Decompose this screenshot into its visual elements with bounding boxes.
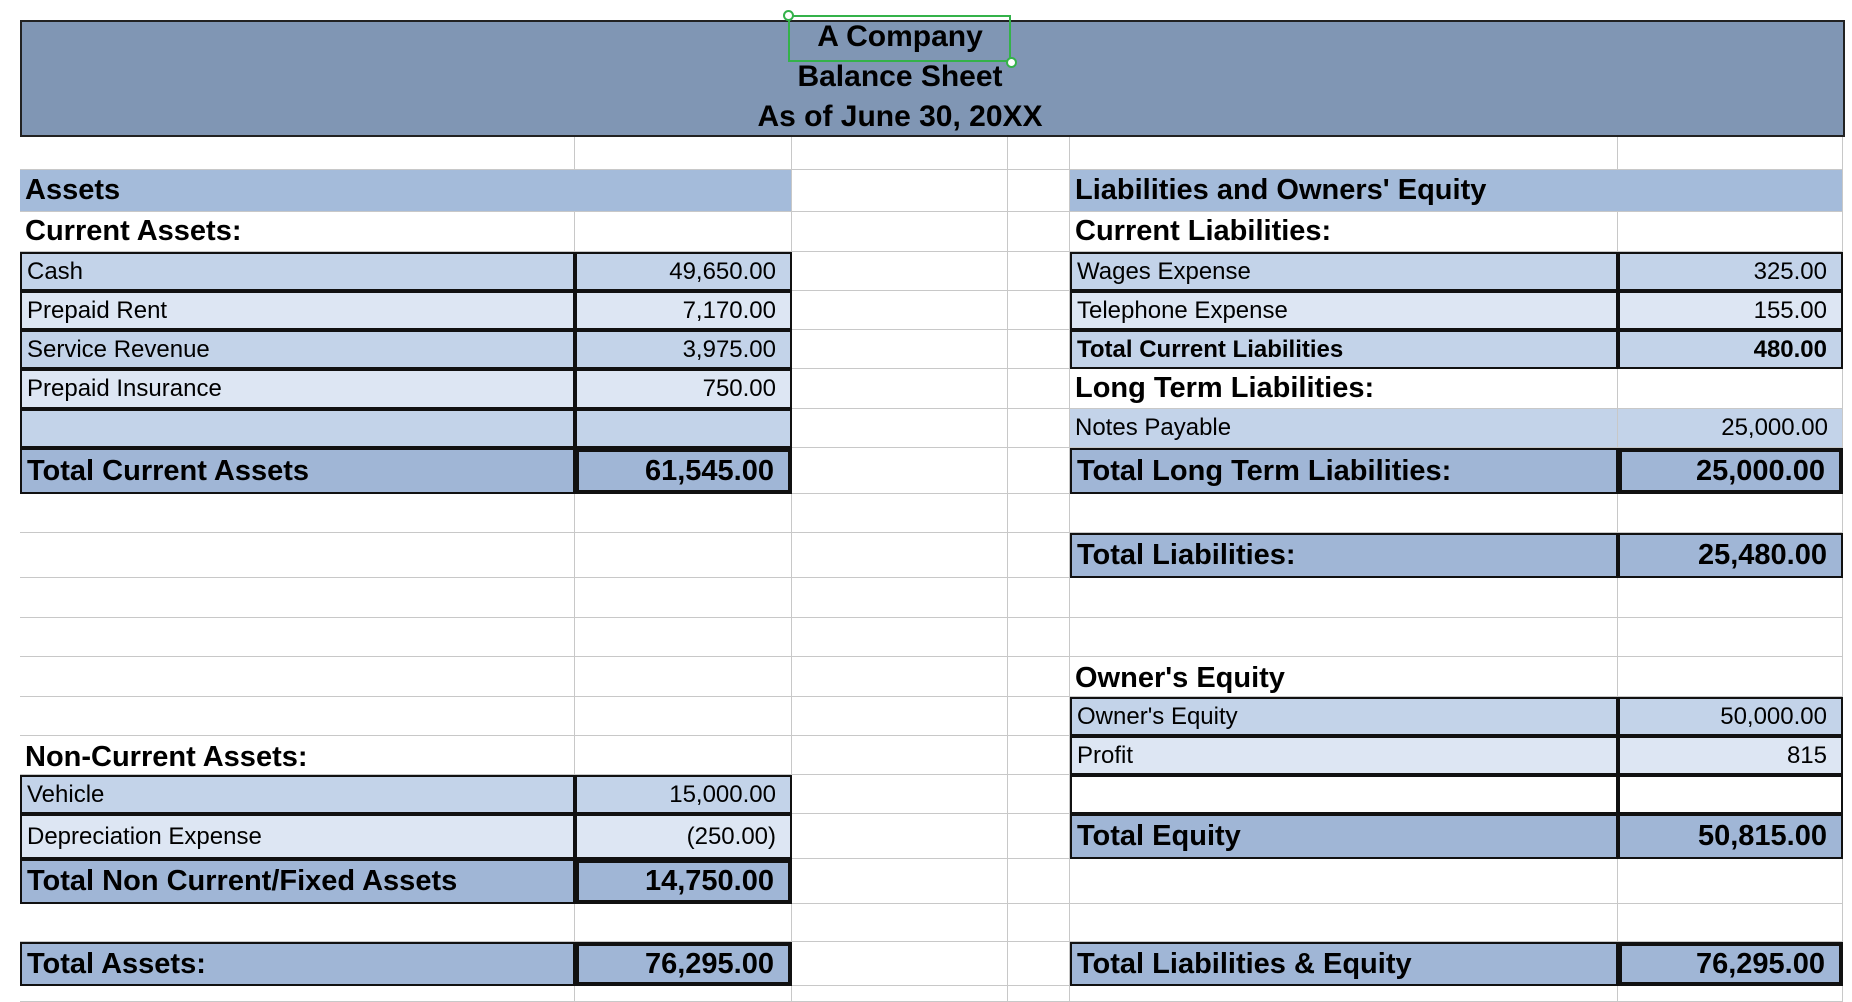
empty-cell[interactable] <box>792 448 1008 494</box>
empty-cell[interactable] <box>792 494 1008 533</box>
empty-cell[interactable] <box>575 578 792 618</box>
empty-cell[interactable] <box>1008 212 1070 252</box>
empty-cell[interactable] <box>575 618 792 657</box>
equity-label-owners-equity[interactable]: Owner's Equity <box>1070 697 1618 736</box>
empty-cell[interactable] <box>575 657 792 697</box>
selection-handle-bottom-right[interactable] <box>1006 57 1017 68</box>
total-current-assets-label[interactable]: Total Current Assets <box>20 448 575 494</box>
empty-cell[interactable] <box>1070 137 1618 170</box>
cell-selection[interactable] <box>788 15 1011 62</box>
empty-cell[interactable] <box>1008 736 1070 775</box>
long-term-liabilities-header[interactable]: Long Term Liabilities: <box>1070 369 1618 409</box>
company-name[interactable]: A Company <box>817 20 983 53</box>
equity-label-profit[interactable]: Profit <box>1070 736 1618 775</box>
empty-cell[interactable] <box>575 494 792 533</box>
empty-cell[interactable] <box>1070 618 1618 657</box>
empty-cell[interactable] <box>792 657 1008 697</box>
total-equity-value[interactable]: 50,815.00 <box>1618 814 1843 859</box>
asset-value-prepaid-rent[interactable]: 7,170.00 <box>575 291 792 330</box>
empty-cell[interactable] <box>1008 409 1070 448</box>
empty-cell[interactable] <box>792 252 1008 291</box>
empty-cell[interactable] <box>1618 859 1843 904</box>
total-assets-label[interactable]: Total Assets: <box>20 942 575 986</box>
total-liabilities-equity-value[interactable]: 76,295.00 <box>1618 942 1843 986</box>
empty-cell[interactable] <box>792 533 1008 578</box>
total-current-liabilities-value[interactable]: 480.00 <box>1618 330 1843 369</box>
empty-cell[interactable] <box>1008 657 1070 697</box>
empty-cell[interactable] <box>575 697 792 736</box>
empty-cell[interactable] <box>575 409 792 448</box>
empty-cell[interactable] <box>792 942 1008 986</box>
empty-cell[interactable] <box>792 212 1008 252</box>
empty-cell[interactable] <box>792 859 1008 904</box>
empty-cell[interactable] <box>792 330 1008 369</box>
empty-cell[interactable] <box>20 533 575 578</box>
asset-label-depreciation[interactable]: Depreciation Expense <box>20 814 575 859</box>
asset-label-cash[interactable]: Cash <box>20 252 575 291</box>
empty-cell[interactable] <box>20 578 575 618</box>
total-current-liabilities-label[interactable]: Total Current Liabilities <box>1070 330 1618 369</box>
asset-value-service-revenue[interactable]: 3,975.00 <box>575 330 792 369</box>
total-current-assets-value[interactable]: 61,545.00 <box>575 448 792 494</box>
total-non-current-assets-label[interactable]: Total Non Current/Fixed Assets <box>20 859 575 904</box>
liability-label-notes-payable[interactable]: Notes Payable <box>1070 409 1618 448</box>
empty-cell[interactable] <box>1070 859 1618 904</box>
current-assets-header[interactable]: Current Assets: <box>20 212 575 252</box>
empty-cell[interactable] <box>20 618 575 657</box>
assets-header[interactable]: Assets <box>20 170 792 212</box>
empty-cell[interactable] <box>792 618 1008 657</box>
empty-cell[interactable] <box>1070 578 1618 618</box>
empty-cell[interactable] <box>1008 942 1070 986</box>
asset-label-prepaid-rent[interactable]: Prepaid Rent <box>20 291 575 330</box>
asset-label-service-revenue[interactable]: Service Revenue <box>20 330 575 369</box>
empty-cell[interactable] <box>792 291 1008 330</box>
total-long-term-liabilities-label[interactable]: Total Long Term Liabilities: <box>1070 448 1618 494</box>
empty-cell[interactable] <box>20 986 575 1002</box>
asset-label-vehicle[interactable]: Vehicle <box>20 775 575 814</box>
empty-cell[interactable] <box>792 170 1008 212</box>
empty-cell[interactable] <box>575 212 792 252</box>
empty-cell[interactable] <box>575 986 792 1002</box>
empty-cell[interactable] <box>20 137 575 170</box>
empty-cell[interactable] <box>792 814 1008 859</box>
liability-value-notes-payable[interactable]: 25,000.00 <box>1618 409 1843 448</box>
empty-cell[interactable] <box>1618 618 1843 657</box>
empty-cell[interactable] <box>1618 775 1843 814</box>
empty-cell[interactable] <box>1008 533 1070 578</box>
empty-cell[interactable] <box>792 369 1008 409</box>
empty-cell[interactable] <box>1618 369 1843 409</box>
empty-cell[interactable] <box>1008 578 1070 618</box>
empty-cell[interactable] <box>1618 578 1843 618</box>
empty-cell[interactable] <box>792 137 1008 170</box>
empty-cell[interactable] <box>20 697 575 736</box>
report-date[interactable]: As of June 30, 20XX <box>757 100 1043 133</box>
empty-cell[interactable] <box>1070 494 1618 533</box>
asset-value-cash[interactable]: 49,650.00 <box>575 252 792 291</box>
total-assets-value[interactable]: 76,295.00 <box>575 942 792 986</box>
empty-cell[interactable] <box>1008 137 1070 170</box>
empty-cell[interactable] <box>1618 494 1843 533</box>
empty-cell[interactable] <box>1070 904 1618 942</box>
non-current-assets-header[interactable]: Non-Current Assets: <box>20 736 575 775</box>
empty-cell[interactable] <box>1070 775 1618 814</box>
empty-cell[interactable] <box>575 137 792 170</box>
empty-cell[interactable] <box>1008 170 1070 212</box>
empty-cell[interactable] <box>20 494 575 533</box>
empty-cell[interactable] <box>1008 859 1070 904</box>
empty-cell[interactable] <box>575 736 792 775</box>
empty-cell[interactable] <box>1008 618 1070 657</box>
asset-value-depreciation[interactable]: (250.00) <box>575 814 792 859</box>
liability-label-wages[interactable]: Wages Expense <box>1070 252 1618 291</box>
empty-cell[interactable] <box>1008 369 1070 409</box>
report-title[interactable]: Balance Sheet <box>797 60 1003 93</box>
empty-cell[interactable] <box>1618 212 1843 252</box>
liability-value-telephone[interactable]: 155.00 <box>1618 291 1843 330</box>
asset-label-prepaid-insurance[interactable]: Prepaid Insurance <box>20 369 575 409</box>
total-liabilities-label[interactable]: Total Liabilities: <box>1070 533 1618 578</box>
empty-cell[interactable] <box>792 904 1008 942</box>
current-liabilities-header[interactable]: Current Liabilities: <box>1070 212 1618 252</box>
total-equity-label[interactable]: Total Equity <box>1070 814 1618 859</box>
asset-value-vehicle[interactable]: 15,000.00 <box>575 775 792 814</box>
total-non-current-assets-value[interactable]: 14,750.00 <box>575 859 792 904</box>
empty-cell[interactable] <box>20 657 575 697</box>
empty-cell[interactable] <box>1008 904 1070 942</box>
empty-cell[interactable] <box>792 697 1008 736</box>
total-long-term-liabilities-value[interactable]: 25,000.00 <box>1618 448 1843 494</box>
empty-cell[interactable] <box>792 578 1008 618</box>
liabilities-equity-header[interactable]: Liabilities and Owners' Equity <box>1070 170 1843 212</box>
empty-cell[interactable] <box>1008 494 1070 533</box>
empty-cell[interactable] <box>1008 291 1070 330</box>
empty-cell[interactable] <box>1008 986 1070 1002</box>
empty-cell[interactable] <box>1618 137 1843 170</box>
empty-cell[interactable] <box>792 736 1008 775</box>
empty-cell[interactable] <box>20 904 575 942</box>
empty-cell[interactable] <box>1008 448 1070 494</box>
empty-cell[interactable] <box>1008 814 1070 859</box>
empty-cell[interactable] <box>575 904 792 942</box>
owners-equity-header[interactable]: Owner's Equity <box>1070 657 1618 697</box>
empty-cell[interactable] <box>1008 252 1070 291</box>
liability-label-telephone[interactable]: Telephone Expense <box>1070 291 1618 330</box>
empty-cell[interactable] <box>1618 657 1843 697</box>
liability-value-wages[interactable]: 325.00 <box>1618 252 1843 291</box>
equity-value-profit[interactable]: 815 <box>1618 736 1843 775</box>
empty-cell[interactable] <box>1618 904 1843 942</box>
empty-cell[interactable] <box>1008 330 1070 369</box>
selection-handle-top-left[interactable] <box>783 10 794 21</box>
empty-cell[interactable] <box>792 986 1008 1002</box>
empty-cell[interactable] <box>20 409 575 448</box>
empty-cell[interactable] <box>1618 986 1843 1002</box>
equity-value-owners-equity[interactable]: 50,000.00 <box>1618 697 1843 736</box>
total-liabilities-value[interactable]: 25,480.00 <box>1618 533 1843 578</box>
empty-cell[interactable] <box>792 409 1008 448</box>
empty-cell[interactable] <box>1070 986 1618 1002</box>
asset-value-prepaid-insurance[interactable]: 750.00 <box>575 369 792 409</box>
empty-cell[interactable] <box>575 533 792 578</box>
empty-cell[interactable] <box>792 775 1008 814</box>
empty-cell[interactable] <box>1008 775 1070 814</box>
total-liabilities-equity-label[interactable]: Total Liabilities & Equity <box>1070 942 1618 986</box>
empty-cell[interactable] <box>1008 697 1070 736</box>
